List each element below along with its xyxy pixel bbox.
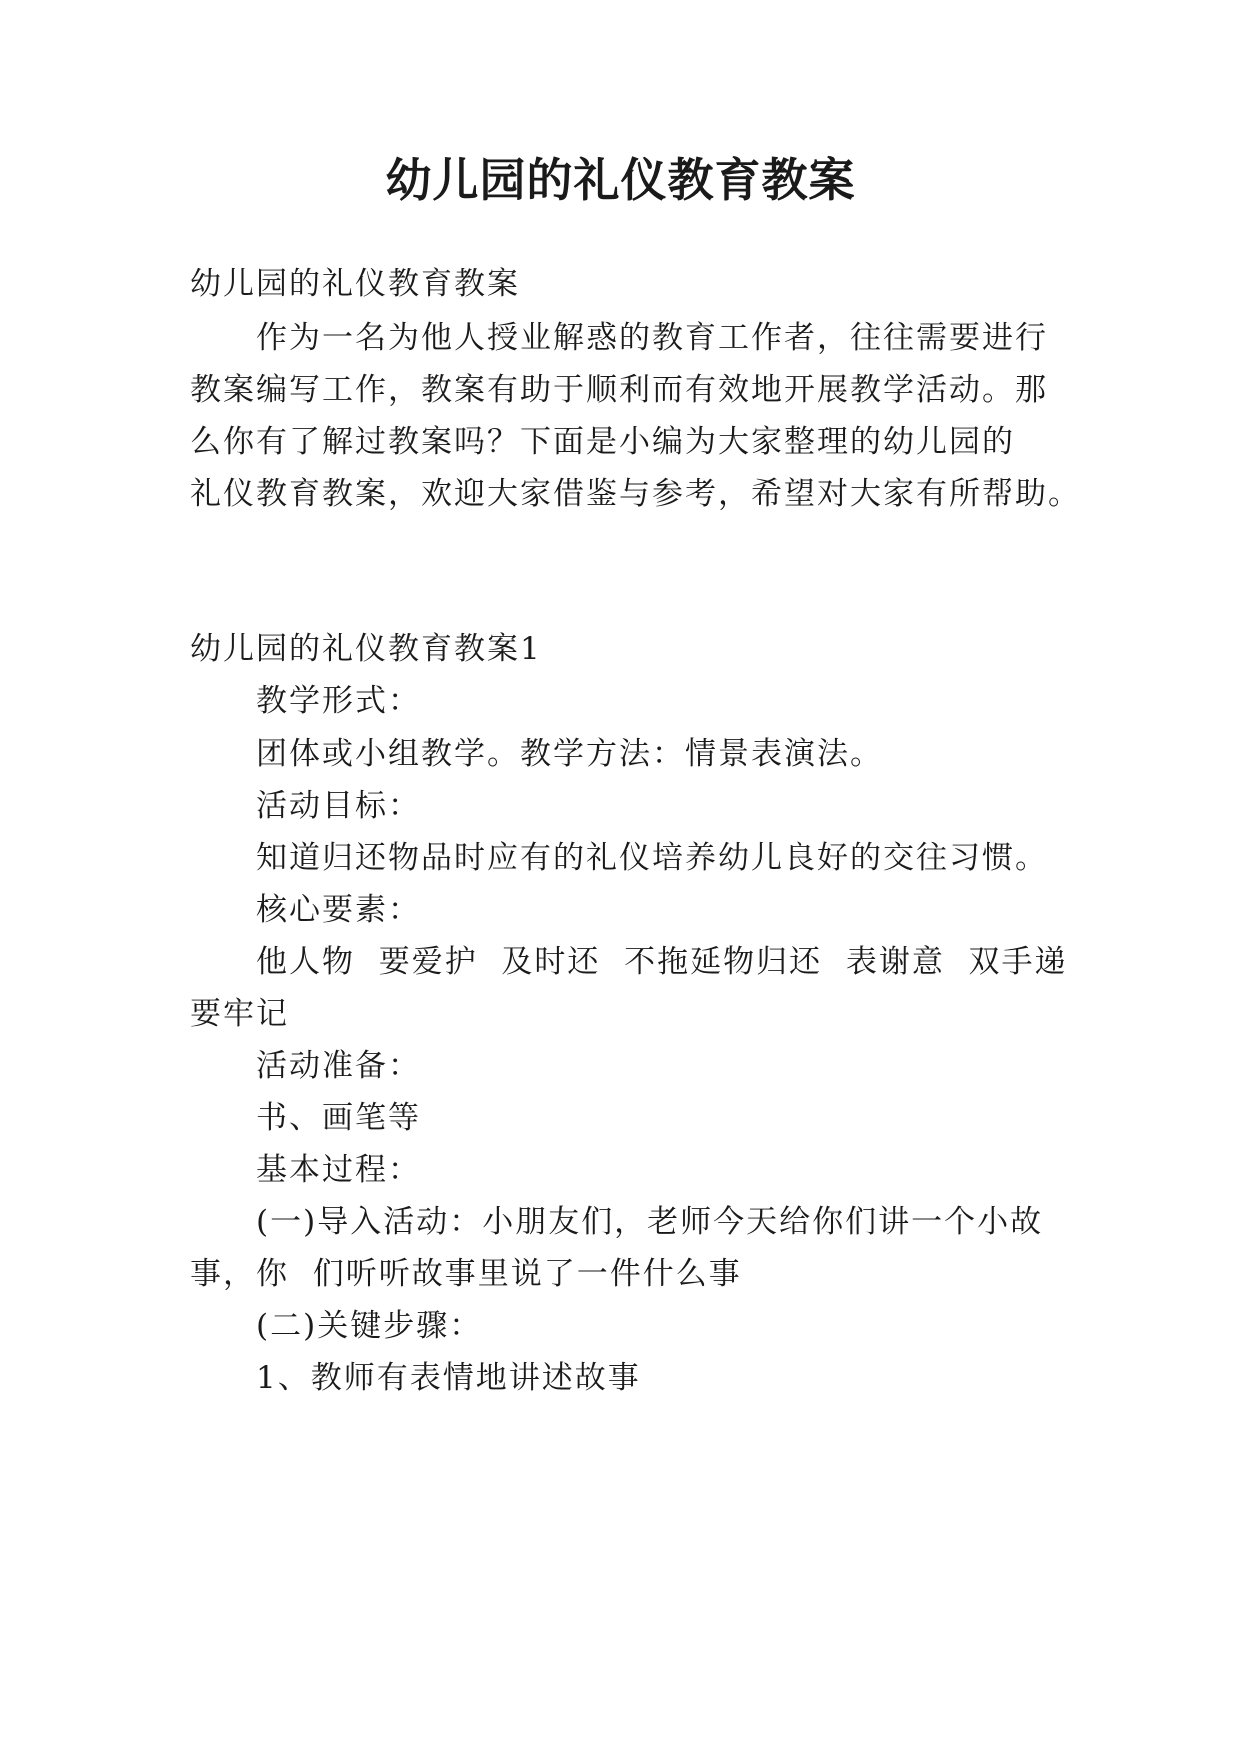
- item-step-two-sub-1: 1、教师有表情地讲述故事: [256, 1360, 641, 1396]
- item-core-label: 核心要素：: [256, 892, 421, 928]
- intro-line-4: 礼仪教育教案，欢迎大家借鉴与参考，希望对大家有所帮助。: [190, 476, 1081, 512]
- item-goal-value: 知道归还物品时应有的礼仪培养幼儿良好的交往习惯。: [256, 840, 1048, 876]
- item-prep-label: 活动准备：: [256, 1048, 421, 1084]
- intro-line-1: 作为一名为他人授业解惑的教育工作者，往往需要进行: [256, 320, 1048, 356]
- document-subtitle: 幼儿园的礼仪教育教案: [190, 266, 520, 302]
- item-goal-label: 活动目标：: [256, 788, 421, 824]
- document-title: 幼儿园的礼仪教育教案: [385, 153, 856, 207]
- item-core-value-cont: 要牢记: [190, 996, 289, 1032]
- item-prep-value: 书、画笔等: [256, 1100, 421, 1136]
- section-heading: 幼儿园的礼仪教育教案1: [190, 631, 542, 667]
- item-core-value: 他人物 要爱护 及时还 不拖延物归还 表谢意 双手递: [256, 944, 1068, 980]
- intro-line-3: 么你有了解过教案吗？下面是小编为大家整理的幼儿园的: [190, 424, 1015, 460]
- item-process-label: 基本过程：: [256, 1152, 421, 1188]
- intro-line-2: 教案编写工作，教案有助于顺利而有效地开展教学活动。那: [190, 372, 1048, 408]
- item-teaching-form-value: 团体或小组教学。教学方法：情景表演法。: [256, 736, 883, 772]
- item-step-two: (二)关键步骤：: [256, 1308, 483, 1344]
- item-step-one: (一)导入活动：小朋友们，老师今天给你们讲一个小故: [256, 1204, 1044, 1240]
- item-teaching-form-label: 教学形式：: [256, 683, 421, 719]
- item-step-one-cont: 事，你 们听听故事里说了一件什么事: [190, 1256, 742, 1292]
